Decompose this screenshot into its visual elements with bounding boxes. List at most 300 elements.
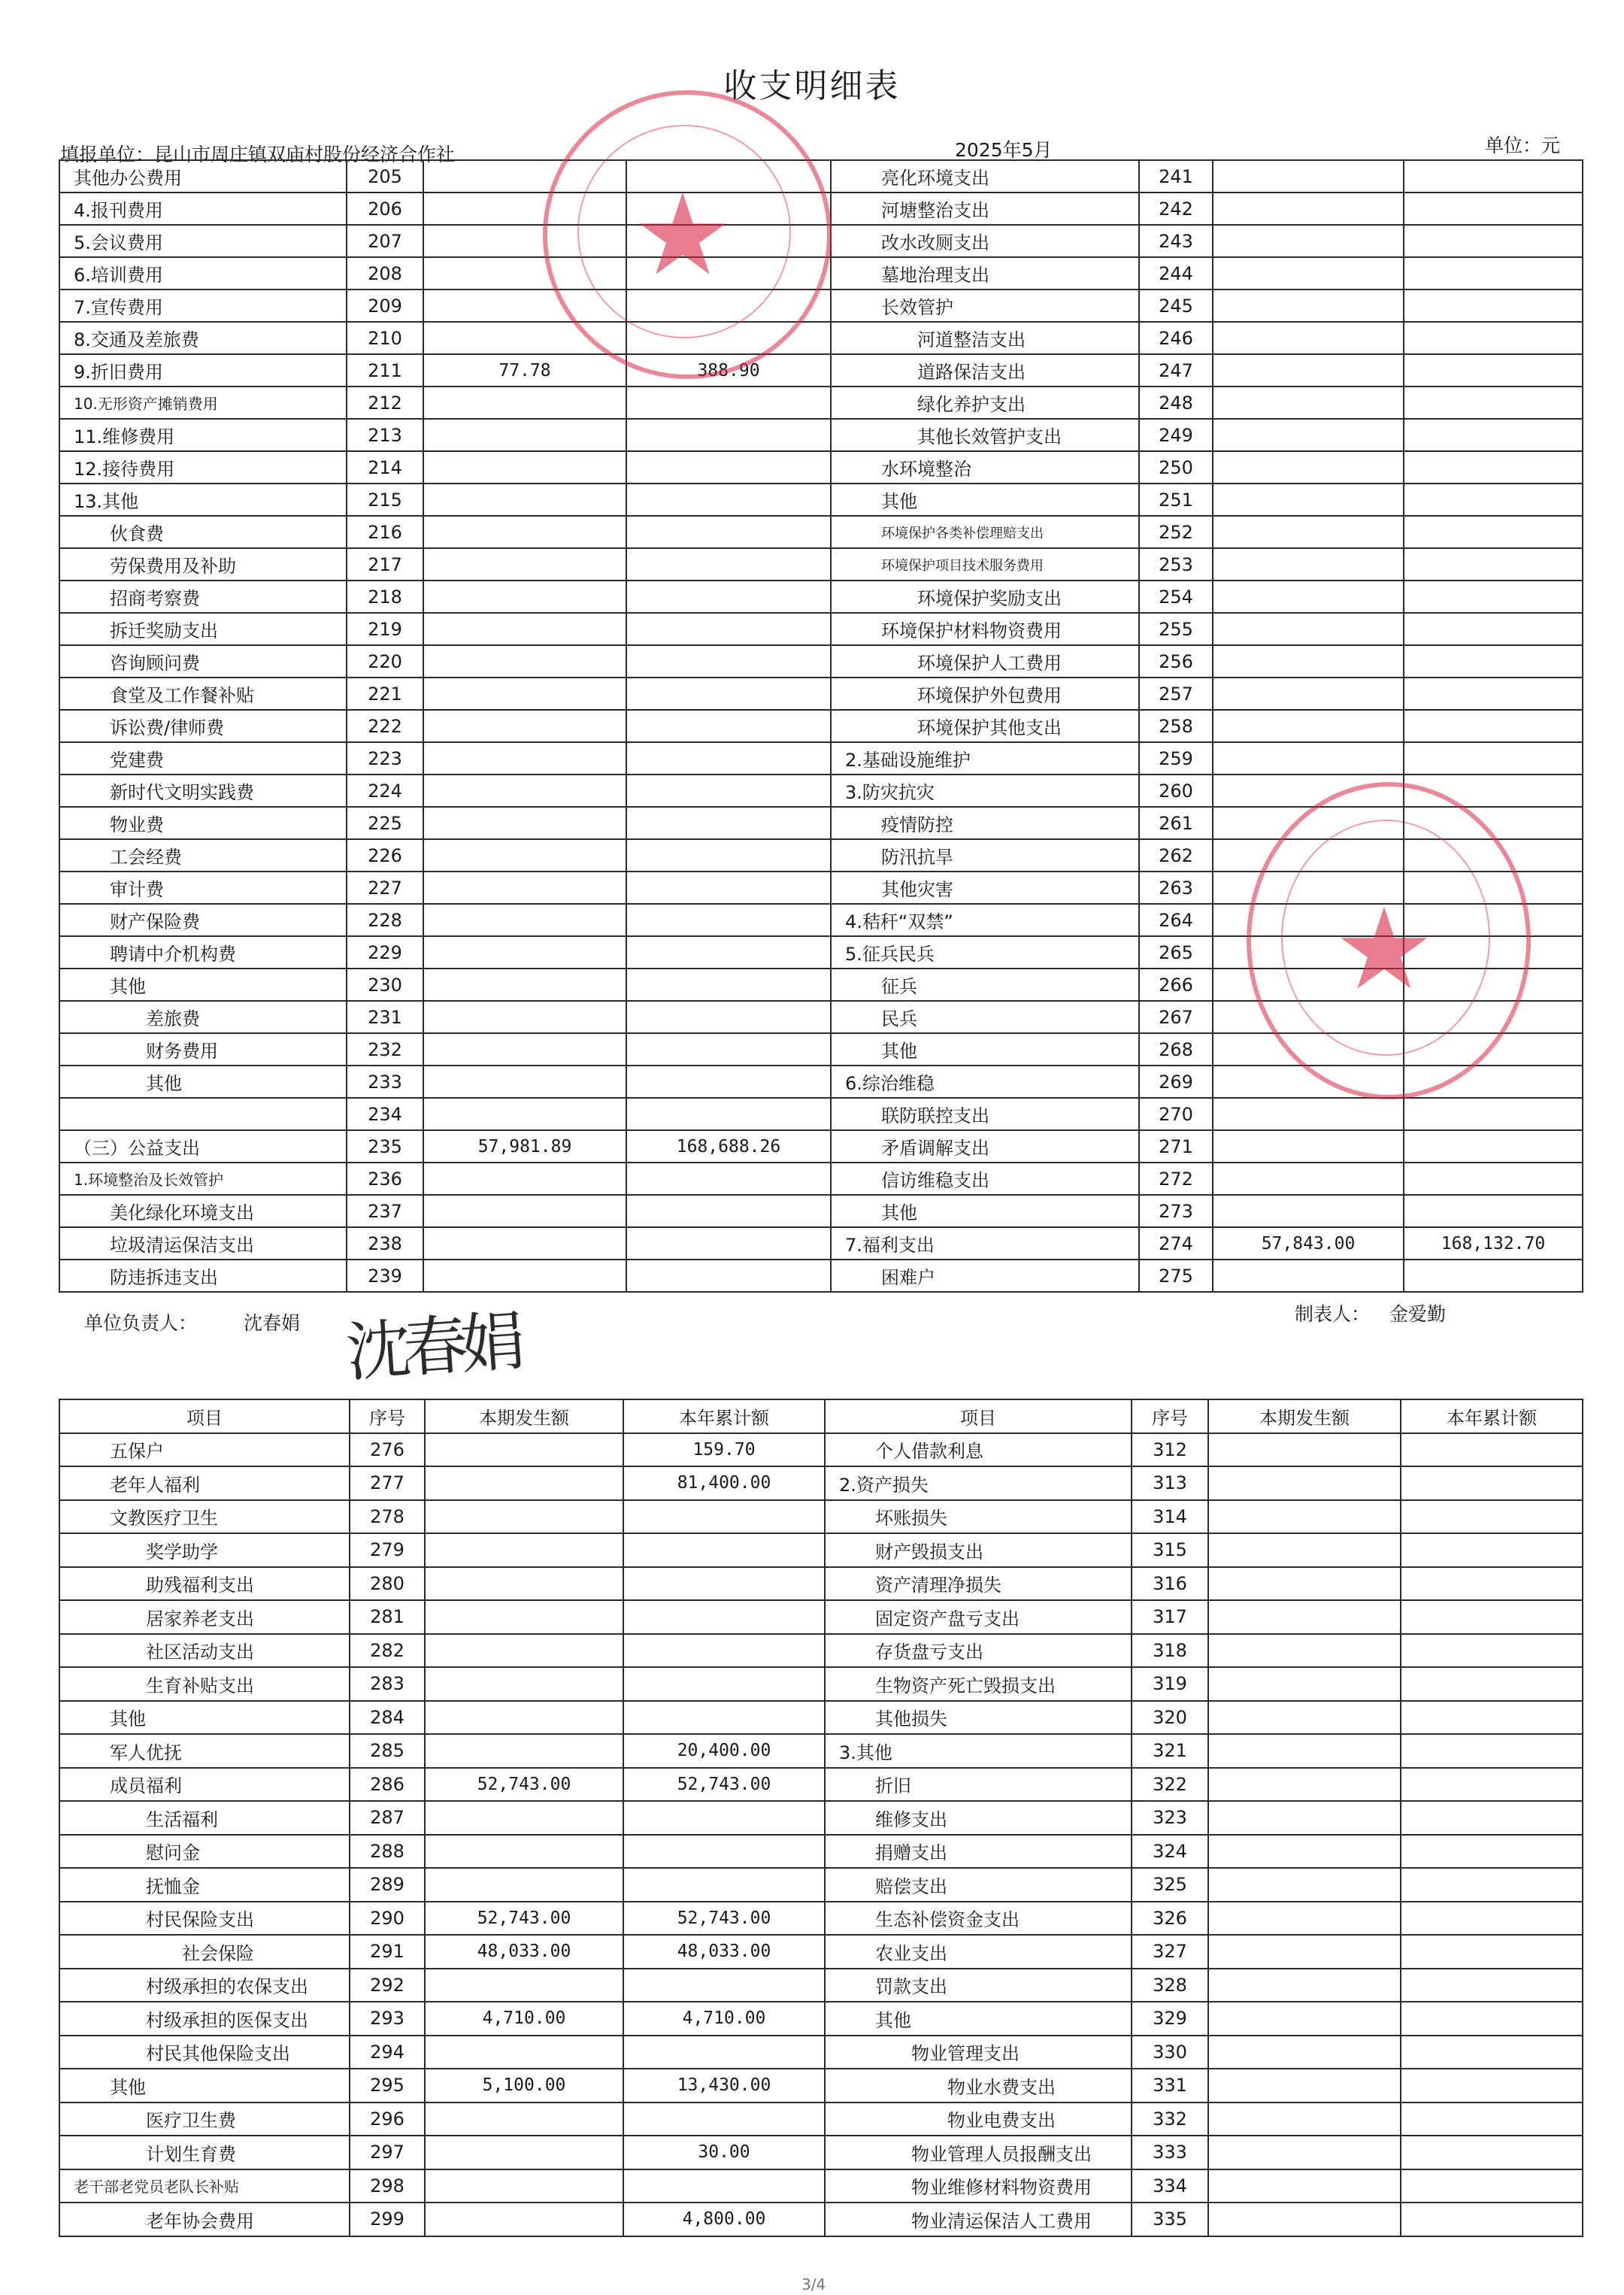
right-item-name: 4.秸秆“双禁” <box>831 904 1139 936</box>
left-item-name: 计划生育费 <box>59 2136 350 2169</box>
right-item-number: 320 <box>1132 1701 1208 1735</box>
left-item-name: 奖学助学 <box>59 1533 350 1567</box>
left-ytd-amount <box>623 1969 825 2002</box>
right-current-amount <box>1208 2002 1401 2036</box>
right-item-name: 3.防灾抗灾 <box>831 775 1139 807</box>
left-ytd-amount <box>623 1701 825 1735</box>
left-item-name: 社会保险 <box>59 1935 350 1969</box>
right-ytd-amount <box>1404 1098 1583 1130</box>
top-ledger-table <box>59 159 1583 1293</box>
left-item-number: 294 <box>350 2036 425 2069</box>
right-ytd-amount <box>1401 2136 1583 2169</box>
left-item-name: 伙食费 <box>59 516 347 548</box>
right-item-number: 267 <box>1139 1001 1213 1033</box>
right-item-number: 255 <box>1139 613 1213 645</box>
left-item-name: 慰问金 <box>59 1835 350 1869</box>
left-item-name: 物业费 <box>59 807 347 839</box>
right-item-number: 265 <box>1139 936 1213 969</box>
right-item-number: 254 <box>1139 581 1213 613</box>
left-item-number: 299 <box>350 2203 425 2236</box>
right-item-number: 275 <box>1139 1260 1213 1292</box>
left-item-number: 205 <box>347 160 423 193</box>
right-ytd-amount <box>1404 160 1583 193</box>
table-row <box>59 1466 1583 1500</box>
right-item-name: 征兵 <box>831 969 1139 1001</box>
left-current-amount <box>423 1098 626 1130</box>
left-item-name: 社区活动支出 <box>59 1634 350 1668</box>
right-current-amount <box>1208 2069 1401 2102</box>
left-ytd-amount <box>626 678 831 710</box>
left-ytd-amount <box>623 1835 825 1869</box>
left-current-amount <box>423 678 626 710</box>
left-item-number: 235 <box>347 1130 423 1163</box>
left-current-amount <box>425 1433 623 1467</box>
left-item-name: 差旅费 <box>59 1001 347 1033</box>
right-current-amount <box>1213 742 1404 775</box>
left-item-name: 美化绿化环境支出 <box>59 1195 347 1227</box>
left-ytd-amount <box>626 872 831 904</box>
left-item-number: 288 <box>350 1835 425 1869</box>
left-current-amount <box>425 1701 623 1735</box>
left-current-amount <box>425 1801 623 1835</box>
right-item-name: 物业水费支出 <box>825 2069 1132 2102</box>
left-ytd-amount <box>626 710 831 742</box>
right-current-amount: 57,843.00 <box>1213 1227 1404 1260</box>
right-ytd-amount <box>1404 742 1583 775</box>
right-current-amount <box>1208 2203 1401 2236</box>
left-item-name: 9.折旧费用 <box>59 354 347 387</box>
right-item-number: 330 <box>1132 2036 1208 2069</box>
left-current-amount <box>423 904 626 936</box>
left-item-name: 其他办公费用 <box>59 160 347 193</box>
right-item-number: 245 <box>1139 290 1213 322</box>
left-current-amount <box>425 1868 623 1902</box>
left-item-name: 拆迁奖励支出 <box>59 613 347 645</box>
left-ytd-amount: 48,033.00 <box>623 1935 825 1969</box>
right-item-name: 物业清运保洁人工费用 <box>825 2203 1132 2236</box>
left-current-amount <box>423 775 626 807</box>
left-ytd-amount: 81,400.00 <box>623 1466 825 1500</box>
left-ytd-amount <box>623 1634 825 1668</box>
right-ytd-amount <box>1404 193 1583 225</box>
right-item-name: 2.基础设施维护 <box>831 742 1139 775</box>
right-item-number: 333 <box>1132 2136 1208 2169</box>
left-ytd-amount <box>623 1500 825 1534</box>
table-row <box>59 2102 1583 2136</box>
right-item-name: 环境保护人工费用 <box>831 645 1139 678</box>
right-item-number: 325 <box>1132 1868 1208 1902</box>
left-item-number: 219 <box>347 613 423 645</box>
right-item-name: 7.福利支出 <box>831 1227 1139 1260</box>
right-ytd-amount <box>1404 257 1583 290</box>
left-item-number: 290 <box>350 1902 425 1936</box>
left-item-number: 236 <box>347 1163 423 1195</box>
right-current-amount <box>1213 710 1404 742</box>
left-item-number: 238 <box>347 1227 423 1260</box>
table-row <box>59 1835 1583 1869</box>
right-item-number: 260 <box>1139 775 1213 807</box>
right-ytd-amount <box>1404 645 1583 678</box>
left-item-number: 233 <box>347 1066 423 1098</box>
right-item-number: 248 <box>1139 387 1213 419</box>
left-ytd-amount <box>623 1667 825 1701</box>
left-ytd-amount <box>623 1600 825 1634</box>
left-current-amount <box>423 839 626 872</box>
left-item-number: 229 <box>347 936 423 969</box>
right-ytd-amount <box>1401 1835 1583 1869</box>
left-item-name: 成员福利 <box>59 1768 350 1802</box>
table-row <box>59 1634 1583 1668</box>
right-item-name: 其他 <box>825 2002 1132 2036</box>
left-item-name: 老年人福利 <box>59 1466 350 1500</box>
right-ytd-amount <box>1401 1466 1583 1500</box>
left-item-name: 村民保险支出 <box>59 1902 350 1936</box>
right-current-amount <box>1208 1935 1401 1969</box>
right-item-name: 存货盘亏支出 <box>825 1634 1132 1668</box>
left-current-amount <box>425 2136 623 2169</box>
left-item-number: 226 <box>347 839 423 872</box>
right-item-name: 疫情防控 <box>831 807 1139 839</box>
right-current-amount <box>1213 1098 1404 1130</box>
left-ytd-amount: 4,800.00 <box>623 2203 825 2236</box>
right-item-number: 314 <box>1132 1500 1208 1534</box>
left-ytd-amount <box>626 1066 831 1098</box>
bottom-ledger-table <box>59 1399 1583 2237</box>
right-current-amount <box>1208 1768 1401 1802</box>
left-item-name: 4.报刊费用 <box>59 193 347 225</box>
right-current-amount <box>1213 1130 1404 1163</box>
left-ytd-amount <box>626 1163 831 1195</box>
right-ytd-amount <box>1401 1667 1583 1701</box>
left-item-name: 诉讼费/律师费 <box>59 710 347 742</box>
right-item-name: 水环境整治 <box>831 451 1139 484</box>
right-current-amount <box>1213 678 1404 710</box>
left-current-amount <box>423 1260 626 1292</box>
right-item-name: 联防联控支出 <box>831 1098 1139 1130</box>
left-current-amount <box>423 419 626 451</box>
right-current-amount <box>1213 290 1404 322</box>
left-current-amount <box>423 581 626 613</box>
left-item-number: 289 <box>350 1868 425 1902</box>
right-item-name: 物业管理人员报酬支出 <box>825 2136 1132 2169</box>
right-ytd-amount <box>1404 387 1583 419</box>
right-item-name: 赔偿支出 <box>825 1868 1132 1902</box>
table-row <box>59 1163 1583 1195</box>
right-item-number: 272 <box>1139 1163 1213 1195</box>
right-item-name: 农业支出 <box>825 1935 1132 1969</box>
left-ytd-amount <box>626 969 831 1001</box>
left-current-amount <box>425 2036 623 2069</box>
left-item-name: 8.交通及差旅费 <box>59 322 347 354</box>
leader-label: 单位负责人： <box>84 1312 198 1334</box>
left-item-number: 296 <box>350 2102 425 2136</box>
right-item-number: 258 <box>1139 710 1213 742</box>
table-row <box>59 1701 1583 1735</box>
left-item-name: 生育补贴支出 <box>59 1667 350 1701</box>
right-item-name: 捐赠支出 <box>825 1835 1132 1869</box>
right-ytd-amount <box>1401 2069 1583 2102</box>
right-item-number: 244 <box>1139 257 1213 290</box>
table-row <box>59 1433 1583 1467</box>
table-row <box>59 1935 1583 1969</box>
left-current-amount <box>425 1734 623 1768</box>
table-row <box>59 2136 1583 2169</box>
table-row <box>59 1768 1583 1802</box>
table-row <box>59 742 1583 775</box>
left-item-name: 其他 <box>59 1066 347 1098</box>
left-ytd-amount <box>626 1195 831 1227</box>
right-item-number: 317 <box>1132 1600 1208 1634</box>
right-current-amount <box>1213 1163 1404 1195</box>
left-item-name: 新时代文明实践费 <box>59 775 347 807</box>
left-ytd-amount <box>626 936 831 969</box>
left-current-amount <box>423 1227 626 1260</box>
table-row <box>59 2002 1583 2036</box>
right-item-number: 316 <box>1132 1567 1208 1601</box>
currency-unit: 单位：元 <box>1485 135 1561 156</box>
left-item-number: 215 <box>347 484 423 516</box>
left-ytd-amount <box>626 1001 831 1033</box>
left-item-number: 228 <box>347 904 423 936</box>
left-item-name: 文教医疗卫生 <box>59 1500 350 1534</box>
right-item-number: 246 <box>1139 322 1213 354</box>
right-item-name: 折旧 <box>825 1768 1132 1802</box>
left-item-name: 防违拆违支出 <box>59 1260 347 1292</box>
right-current-amount <box>1208 1801 1401 1835</box>
right-ytd-amount <box>1401 1533 1583 1567</box>
table-row <box>59 1868 1583 1902</box>
left-item-number: 220 <box>347 645 423 678</box>
left-current-amount <box>425 1466 623 1500</box>
column-header: 本期发生额 <box>1208 1399 1401 1433</box>
left-item-number: 278 <box>350 1500 425 1534</box>
right-current-amount <box>1208 2036 1401 2069</box>
right-item-name: 其他 <box>831 1195 1139 1227</box>
left-item-name: 工会经费 <box>59 839 347 872</box>
seal-star-icon: ★ <box>1333 884 1435 1015</box>
right-current-amount <box>1213 419 1404 451</box>
table-row <box>59 710 1583 742</box>
right-current-amount <box>1213 193 1404 225</box>
right-ytd-amount <box>1404 451 1583 484</box>
left-item-number: 210 <box>347 322 423 354</box>
table-row <box>59 1801 1583 1835</box>
table-row <box>59 581 1583 613</box>
table-row <box>59 451 1583 484</box>
right-item-number: 250 <box>1139 451 1213 484</box>
right-item-name: 固定资产盘亏支出 <box>825 1600 1132 1634</box>
left-item-name: 老干部老党员老队长补贴 <box>59 2169 350 2203</box>
table-row <box>59 2036 1583 2069</box>
right-item-number: 322 <box>1132 1768 1208 1802</box>
right-item-name: 河塘整治支出 <box>831 193 1139 225</box>
left-current-amount <box>423 872 626 904</box>
right-item-name: 物业维修材料物资费用 <box>825 2169 1132 2203</box>
left-item-number: 207 <box>347 225 423 257</box>
right-current-amount <box>1208 1835 1401 1869</box>
left-item-name: 审计费 <box>59 872 347 904</box>
left-item-number: 225 <box>347 807 423 839</box>
right-item-name: 环境保护其他支出 <box>831 710 1139 742</box>
left-item-number: 291 <box>350 1935 425 1969</box>
right-item-number: 271 <box>1139 1130 1213 1163</box>
right-item-name: 财产毁损支出 <box>825 1533 1132 1567</box>
right-ytd-amount <box>1401 1734 1583 1768</box>
left-item-number: 283 <box>350 1667 425 1701</box>
left-item-name: 老年协会费用 <box>59 2203 350 2236</box>
left-item-number: 217 <box>347 548 423 581</box>
right-ytd-amount <box>1404 290 1583 322</box>
official-seal-top <box>543 90 832 379</box>
right-item-number: 326 <box>1132 1902 1208 1936</box>
left-current-amount <box>425 1533 623 1567</box>
right-ytd-amount <box>1404 419 1583 451</box>
left-current-amount <box>423 969 626 1001</box>
right-item-number: 323 <box>1132 1801 1208 1835</box>
right-current-amount <box>1213 257 1404 290</box>
right-item-name: 2.资产损失 <box>825 1466 1132 1500</box>
right-item-name: 环境保护各类补偿理赔支出 <box>831 516 1139 548</box>
right-item-name: 亮化环境支出 <box>831 160 1139 193</box>
right-item-number: 319 <box>1132 1667 1208 1701</box>
left-ytd-amount <box>623 1801 825 1835</box>
right-current-amount <box>1208 1868 1401 1902</box>
left-item-name: 6.培训费用 <box>59 257 347 290</box>
column-header: 本年累计额 <box>623 1399 825 1433</box>
right-ytd-amount <box>1401 1500 1583 1534</box>
right-item-number: 262 <box>1139 839 1213 872</box>
right-item-name: 环境保护材料物资费用 <box>831 613 1139 645</box>
left-current-amount <box>423 1066 626 1098</box>
right-item-number: 269 <box>1139 1066 1213 1098</box>
table-row <box>59 290 1583 322</box>
right-item-number: 263 <box>1139 872 1213 904</box>
right-ytd-amount <box>1401 1969 1583 2002</box>
left-item-number: 298 <box>350 2169 425 2203</box>
right-item-name: 河道整洁支出 <box>831 322 1139 354</box>
right-ytd-amount <box>1404 484 1583 516</box>
table-row <box>59 1260 1583 1292</box>
left-item-name: 其他 <box>59 1701 350 1735</box>
left-item-name: 村民其他保险支出 <box>59 2036 350 2069</box>
table-header-row <box>59 1399 1583 1433</box>
table-row <box>59 1600 1583 1634</box>
left-current-amount <box>425 1634 623 1668</box>
right-item-name: 环境保护奖励支出 <box>831 581 1139 613</box>
right-item-number: 312 <box>1132 1433 1208 1467</box>
left-item-name: 垃圾清运保洁支出 <box>59 1227 347 1260</box>
left-item-number: 293 <box>350 2002 425 2036</box>
left-ytd-amount <box>626 484 831 516</box>
right-ytd-amount <box>1404 1195 1583 1227</box>
right-item-name: 环境保护项目技术服务费用 <box>831 548 1139 581</box>
left-item-name: 劳保费用及补助 <box>59 548 347 581</box>
left-item-number: 218 <box>347 581 423 613</box>
left-item-number: 216 <box>347 516 423 548</box>
left-item-name: 财产保险费 <box>59 904 347 936</box>
right-current-amount <box>1208 1634 1401 1668</box>
left-ytd-amount: 168,688.26 <box>626 1130 831 1163</box>
report-period: 2025年5月 <box>955 139 1053 161</box>
right-item-number: 264 <box>1139 904 1213 936</box>
leader-handwritten-signature: 沈春娟 <box>344 1304 520 1391</box>
right-current-amount <box>1213 354 1404 387</box>
right-ytd-amount <box>1401 2203 1583 2236</box>
right-item-number: 315 <box>1132 1533 1208 1567</box>
right-current-amount <box>1208 1433 1401 1467</box>
right-current-amount <box>1213 613 1404 645</box>
right-item-number: 253 <box>1139 548 1213 581</box>
left-current-amount <box>423 484 626 516</box>
left-item-name: 11.维修费用 <box>59 419 347 451</box>
left-current-amount <box>423 807 626 839</box>
right-ytd-amount <box>1401 1701 1583 1735</box>
left-ytd-amount: 52,743.00 <box>623 1902 825 1936</box>
right-item-number: 313 <box>1132 1466 1208 1500</box>
left-ytd-amount: 30.00 <box>623 2136 825 2169</box>
left-item-name: 招商考察费 <box>59 581 347 613</box>
official-seal-middle <box>1247 782 1531 1099</box>
left-item-number: 234 <box>347 1098 423 1130</box>
right-current-amount <box>1208 2169 1401 2203</box>
right-item-number: 327 <box>1132 1935 1208 1969</box>
left-ytd-amount <box>626 613 831 645</box>
table-row <box>59 1567 1583 1601</box>
left-ytd-amount <box>626 451 831 484</box>
left-item-name <box>59 1098 347 1130</box>
right-ytd-amount <box>1404 710 1583 742</box>
right-item-number: 335 <box>1132 2203 1208 2236</box>
left-item-name: 咨询顾问费 <box>59 645 347 678</box>
left-item-number: 297 <box>350 2136 425 2169</box>
right-item-number: 261 <box>1139 807 1213 839</box>
left-current-amount <box>423 1001 626 1033</box>
left-current-amount <box>425 2102 623 2136</box>
right-item-name: 绿化养护支出 <box>831 387 1139 419</box>
right-item-name: 墓地治理支出 <box>831 257 1139 290</box>
left-item-number: 221 <box>347 678 423 710</box>
left-item-number: 231 <box>347 1001 423 1033</box>
left-item-number: 295 <box>350 2069 425 2102</box>
table-row <box>59 322 1583 354</box>
left-ytd-amount <box>623 2169 825 2203</box>
left-item-number: 212 <box>347 387 423 419</box>
left-item-number: 284 <box>350 1701 425 1735</box>
right-item-name: 5.征兵民兵 <box>831 936 1139 969</box>
right-ytd-amount <box>1404 678 1583 710</box>
right-ytd-amount <box>1401 1433 1583 1467</box>
left-item-number: 292 <box>350 1969 425 2002</box>
table-row <box>59 2203 1583 2236</box>
page-number: 3/4 <box>801 2275 826 2293</box>
right-ytd-amount <box>1404 1163 1583 1195</box>
column-header: 项目 <box>59 1399 350 1433</box>
left-ytd-amount <box>623 2036 825 2069</box>
right-ytd-amount <box>1401 1868 1583 1902</box>
left-ytd-amount <box>626 419 831 451</box>
right-current-amount <box>1208 1969 1401 2002</box>
left-current-amount <box>425 1500 623 1534</box>
seal-star-icon: ★ <box>632 170 734 301</box>
table-row <box>59 645 1583 678</box>
table-row <box>59 354 1583 387</box>
left-ytd-amount: 52,743.00 <box>623 1768 825 1802</box>
table-row <box>59 1500 1583 1534</box>
left-ytd-amount <box>626 807 831 839</box>
left-current-amount <box>423 516 626 548</box>
table-row <box>59 548 1583 581</box>
left-item-number: 222 <box>347 710 423 742</box>
